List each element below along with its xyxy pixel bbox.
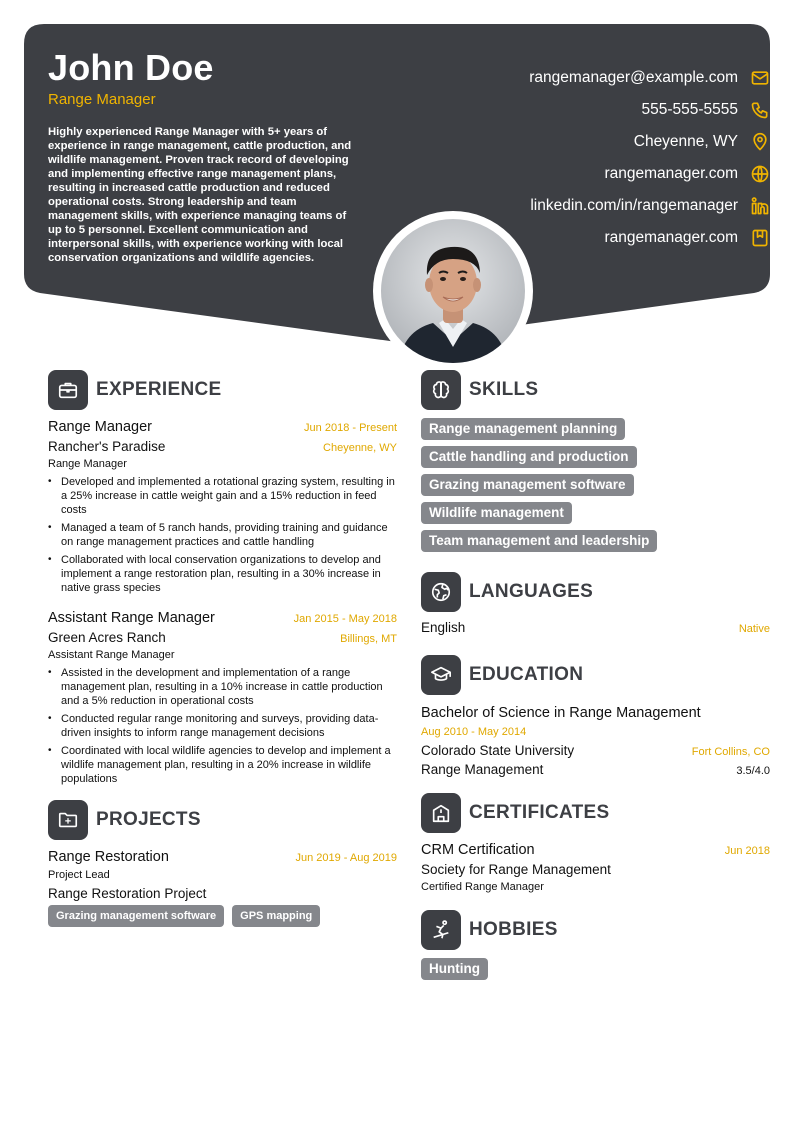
- contact-website[interactable]: [440, 158, 770, 190]
- folder-icon: [48, 800, 88, 840]
- certificate-date: Jun 2018: [724, 845, 770, 857]
- contact-email-text[interactable]: rangemanager@example.com: [529, 69, 738, 86]
- skill-tag: Range management planning: [421, 418, 625, 440]
- project-tag: GPS mapping: [232, 905, 320, 927]
- project-name: Range Restoration Project: [48, 886, 207, 901]
- projects-section-header: [48, 800, 397, 840]
- hobby-tag: Hunting: [421, 958, 488, 980]
- contact-portfolio-text[interactable]: rangemanager.com: [604, 229, 738, 246]
- certificates-title: CERTIFICATES: [469, 802, 610, 823]
- degree-name: Bachelor of Science in Range Management: [421, 705, 701, 721]
- experience-entry: [48, 609, 397, 786]
- contact-email[interactable]: [440, 62, 770, 94]
- skier-icon: [421, 910, 461, 950]
- skill-tag: Team management and leadership: [421, 530, 657, 552]
- job-title: Range Manager: [48, 419, 152, 435]
- certificate-entry: [421, 841, 770, 896]
- project-date: Jun 2019 - Aug 2019: [295, 852, 397, 864]
- education-entry: [421, 703, 770, 779]
- job-location: Billings, MT: [340, 633, 397, 645]
- school-location: Fort Collins, CO: [691, 746, 770, 758]
- language-icon: [421, 572, 461, 612]
- project-title: Range Restoration: [48, 849, 169, 865]
- hobbies-title: HOBBIES: [469, 919, 558, 940]
- skills-section-header: [421, 370, 770, 410]
- brain-icon: [421, 370, 461, 410]
- languages-section-header: [421, 572, 770, 612]
- contact-phone[interactable]: [440, 94, 770, 126]
- location-pin-icon: [750, 132, 770, 152]
- skill-tag: Wildlife management: [421, 502, 572, 524]
- left-column: [48, 370, 397, 941]
- hobby-list: [421, 958, 770, 980]
- linkedin-icon: [750, 196, 770, 216]
- job-title: Assistant Range Manager: [48, 610, 215, 626]
- bookmark-icon: [750, 228, 770, 248]
- right-column: [421, 370, 770, 980]
- certificate-name: CRM Certification: [421, 842, 535, 858]
- languages-title: LANGUAGES: [469, 581, 594, 602]
- company-name: Green Acres Ranch: [48, 630, 166, 645]
- graduation-cap-icon: [421, 655, 461, 695]
- certificate-issuer: Society for Range Management: [421, 862, 611, 877]
- certificates-section-header: [421, 793, 770, 833]
- candidate-name: John Doe: [48, 47, 214, 88]
- building-icon: [421, 793, 461, 833]
- mail-icon: [750, 68, 770, 88]
- skill-list: [421, 418, 770, 552]
- gpa-value: 3.5/4.0: [736, 765, 770, 777]
- skills-title: SKILLS: [469, 379, 539, 400]
- job-date: Jan 2015 - May 2018: [293, 613, 397, 625]
- company-name: Rancher's Paradise: [48, 439, 166, 454]
- briefcase-icon: [48, 370, 88, 410]
- contact-phone-text[interactable]: 555-555-5555: [641, 101, 738, 118]
- job-bullet: • Assisted in the development and implementation of a range management plan, resulting in a 10% increase in cattle production and a 5% reduction in operational costs: [48, 666, 397, 708]
- experience-entry: [48, 418, 397, 595]
- experience-title: EXPERIENCE: [96, 379, 222, 400]
- field-of-study: Range Management: [421, 762, 544, 777]
- job-bullet: • Coordinated with local wildlife agencies to develop and implement a wildlife management plan, resulting in a 20% increase in wildlife populations: [48, 744, 397, 786]
- skill-tag: Grazing management software: [421, 474, 634, 496]
- phone-icon: [750, 100, 770, 120]
- language-level: Native: [738, 623, 770, 635]
- project-tags: [48, 905, 397, 927]
- job-bullets: [48, 475, 397, 595]
- contact-linkedin-text[interactable]: linkedin.com/in/rangemanager: [530, 197, 738, 214]
- project-tag: Grazing management software: [48, 905, 224, 927]
- profile-photo: [381, 219, 525, 363]
- job-bullets: [48, 666, 397, 786]
- job-bullet: • Managed a team of 5 ranch hands, providing training and guidance on range management practices and cattle handling: [48, 521, 397, 549]
- job-position: Assistant Range Manager: [48, 649, 175, 661]
- school-name: Colorado State University: [421, 743, 575, 758]
- job-location: Cheyenne, WY: [323, 442, 397, 454]
- globe-icon: [750, 164, 770, 184]
- skill-tag: Cattle handling and production: [421, 446, 637, 468]
- job-date: Jun 2018 - Present: [304, 422, 397, 434]
- profile-summary: Highly experienced Range Manager with 5+ years of experience in range management, cattle production, and wildlife management. Proven track record of developing and implementing effective range management plans, resulting in increased cattle production and reduced operational costs. Strong leadership and team management skills, with experience managing teams of up to 5 personnel. Excellent communication and interpersonal skills, with experience working with local conservation organizations and wildlife agencies.: [48, 126, 352, 264]
- candidate-role: Range Manager: [48, 91, 156, 108]
- language-item: [421, 620, 770, 635]
- contact-location: [440, 126, 770, 158]
- hobbies-section-header: [421, 910, 770, 950]
- language-name: English: [421, 620, 466, 635]
- education-date: Aug 2010 - May 2014: [421, 726, 527, 738]
- education-section-header: [421, 655, 770, 695]
- contact-location-text: Cheyenne, WY: [633, 133, 738, 150]
- job-position: Range Manager: [48, 458, 127, 470]
- certificate-detail: Certified Range Manager: [421, 881, 544, 893]
- job-bullet: • Collaborated with local conservation organizations to develop and implement a range restoration plan, resulting in a 30% increase in native grass species: [48, 553, 397, 595]
- contact-linkedin[interactable]: [440, 190, 770, 222]
- job-bullet: • Conducted regular range monitoring and surveys, providing data-driven insights to inform range management decisions: [48, 712, 397, 740]
- education-title: EDUCATION: [469, 664, 584, 685]
- project-entry: [48, 848, 397, 927]
- projects-title: PROJECTS: [96, 809, 201, 830]
- experience-section-header: [48, 370, 397, 410]
- project-role: Project Lead: [48, 869, 110, 881]
- job-bullet: • Developed and implemented a rotational grazing system, resulting in a 25% increase in cattle weight gain and a 15% reduction in feed costs: [48, 475, 397, 517]
- contact-website-text[interactable]: rangemanager.com: [604, 165, 738, 182]
